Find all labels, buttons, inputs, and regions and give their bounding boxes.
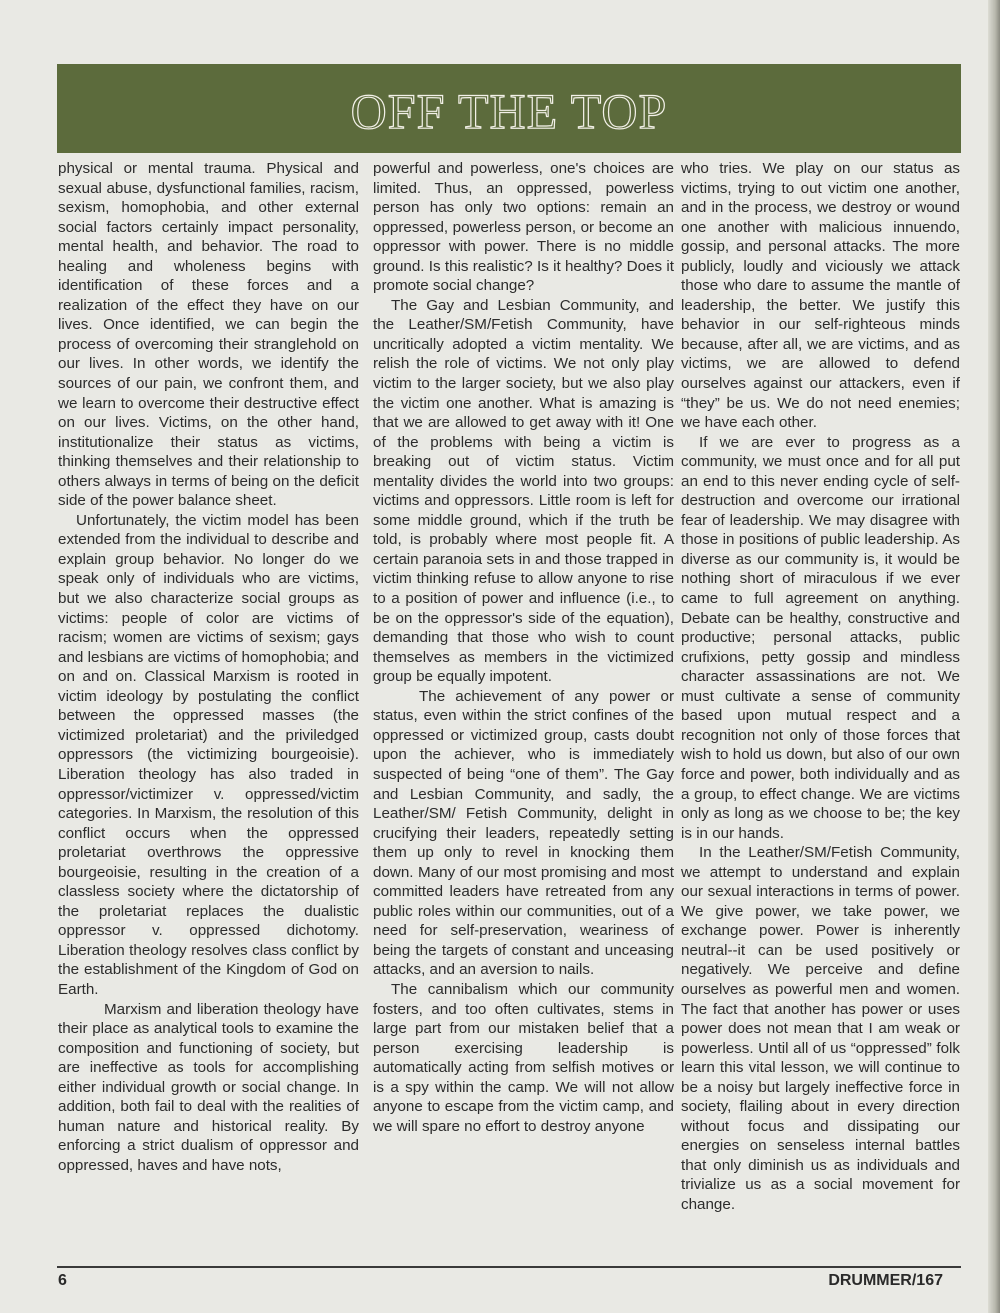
- paragraph: The Gay and Lesbian Community, and the Leather/SM/Fetish Community, have uncritically adopted a victim mentality. We relish the role of victims. We not only play victim to the larger society, but we also play the victim one another. What is amazing is that we are allowed to get away with it! One of the problems with being a victim is breaking out of victim status. Victim mentality divides the world into two groups: victims and oppressors. Little room is left for some middle ground, which if the truth be told, is probably where most people fit. A certain paranoia sets in and those trapped in victim thinking refuse to allow anyone to rise to a position of power and influence (i.e., to be on the oppressor's side of the equation), demanding that those who wish to count themselves as members in the victimized group be equally impotent.: [373, 296, 674, 686]
- section-title: OFF THE TOP: [350, 82, 668, 139]
- article-column-1: [58, 159, 359, 1175]
- paragraph: Marxism and liberation theology have their place as analytical tools to examine the composition and functioning of society, but are ineffective as tools for accomplishing either individual growth or social change. In addition, both fail to deal with the realities of human nature and historical reality. By enforcing a strict dualism of oppressor and oppressed, haves and have nots,: [58, 1000, 359, 1174]
- page-binding-edge: [988, 0, 1000, 1313]
- article-column-2: [373, 159, 674, 1136]
- paragraph: physical or mental trauma. Physical and sexual abuse, dysfunctional families, racism, sexism, homophobia, and other external social factors certainly impact personality, mental health, and behavior. The road to healing and wholeness begins with identification of these forces and a realization of the effect they have on our lives. Once identified, we can begin the process of overcoming their stranglehold on our lives. In other words, we identify the sources of our pain, we confront them, and we learn to overcome their destructive effect on our lives. Victims, on the other hand, institutionalize their status as victims, thinking themselves and their relationship to others always in terms of being on the deficit side of the power balance sheet.: [58, 160, 359, 510]
- article-column-3: [681, 159, 960, 1215]
- paragraph: powerful and powerless, one's choices are limited. Thus, an oppressed, powerless person has only two options: remain an oppressed, powerless person, or become an oppressor with power. There is no middle ground. Is this realistic? Is it healthy? Does it promote social change?: [373, 160, 674, 295]
- paragraph: If we are ever to progress as a community, we must once and for all put an end to this never ending cycle of self-destruction and overcome our irrational fear of leadership. We may disagree with those in positions of public leadership. As diverse as our community is, it would be nothing short of miraculous if we ever came to full agreement on anything. Debate can be healthy, constructive and productive; personal attacks, public crufixions, petty gossip and mindless character assassinations are not. We must cultivate a sense of community based upon mutual respect and a recognition not only of those forces that wish to hold us down, but also of our own force and power, both individually and as a group, to effect change. We are victims only as long as we choose to be; the key is in our hands.: [681, 433, 960, 842]
- section-banner: [57, 64, 961, 153]
- paragraph: who tries. We play on our status as victims, trying to out victim one another, and in the process, we destroy or wound one another with malicious innuendo, gossip, and personal attacks. The more publicly, loudly and viciously we attack those who dare to assume the mantle of leadership, the better. We justify this behavior in our self-righteous minds because, after all, we are victims, and as victims, we are allowed to defend ourselves against our attackers, even if “they” be us. We do not need enemies; we have each other.: [681, 160, 960, 432]
- page-number: 6: [58, 1272, 67, 1289]
- paragraph: The achievement of any power or status, even within the strict confines of the oppressed or victimized group, casts doubt upon the achiever, who is immediately suspected of being “one of them”. The Gay and Lesbian Community, and sadly, the Leather/SM/ Fetish Community, delight in crucifying their leaders, repeatedly setting them up only to revel in knocking them down. Many of our most promising and most committed leaders have retreated from any public roles within our communities, out of a need for self-preservation, weariness of being the targets of constant and unceasing attacks, and an aversion to nails.: [373, 687, 674, 979]
- paragraph: The cannibalism which our community fosters, and too often cultivates, stems in large part from our mistaken belief that a person exercising leadership is automatically acting from selfish motives or is a spy within the camp. We will not allow anyone to escape from the victim camp, and we will spare no effort to destroy anyone: [373, 980, 674, 1135]
- paragraph: Unfortunately, the victim model has been extended from the individual to describe and explain group behavior. No longer do we speak only of individuals who are victims, but we also characterize social groups as victims: people of color are victims of racism; women are victims of sexism; gays and lesbians are victims of homophobia; and on and on. Classical Marxism is rooted in victim ideology by postulating the conflict between the oppressed masses (the victimized proletariat) and the priviledged oppressors (the victimizing bourgeoisie). Liberation theology has also traded in oppressor/victimizer v. oppressed/victim categories. In Marxism, the resolution of this conflict occurs when the oppressed proletariat overthrows the oppressive bourgeoisie, resulting in the creation of a classless society where the dictatorship of the proletariat replaces the dualistic oppressor v. oppressed dichotomy. Liberation theology resolves class conflict by the establishment of the Kingdom of God on Earth.: [58, 511, 359, 998]
- footer-rule: [57, 1266, 961, 1268]
- publication-folio: DRUMMER/167: [828, 1272, 943, 1289]
- paragraph: In the Leather/SM/Fetish Community, we attempt to understand and explain our sexual interactions in terms of power. We give power, we take power, we exchange power. Power is inherently neutral--it can be used positively or negatively. We perceive and define ourselves as powerful men and women. The fact that another has power or uses power does not mean that I am weak or powerless. Until all of us “oppressed” folk learn this vital lesson, we will continue to be a noisy but largely ineffective force in society, flailing about in every direction without focus and dissipating our energies on senseless internal battles that only diminish us as individuals and trivialize us as a social movement for change.: [681, 844, 960, 1213]
